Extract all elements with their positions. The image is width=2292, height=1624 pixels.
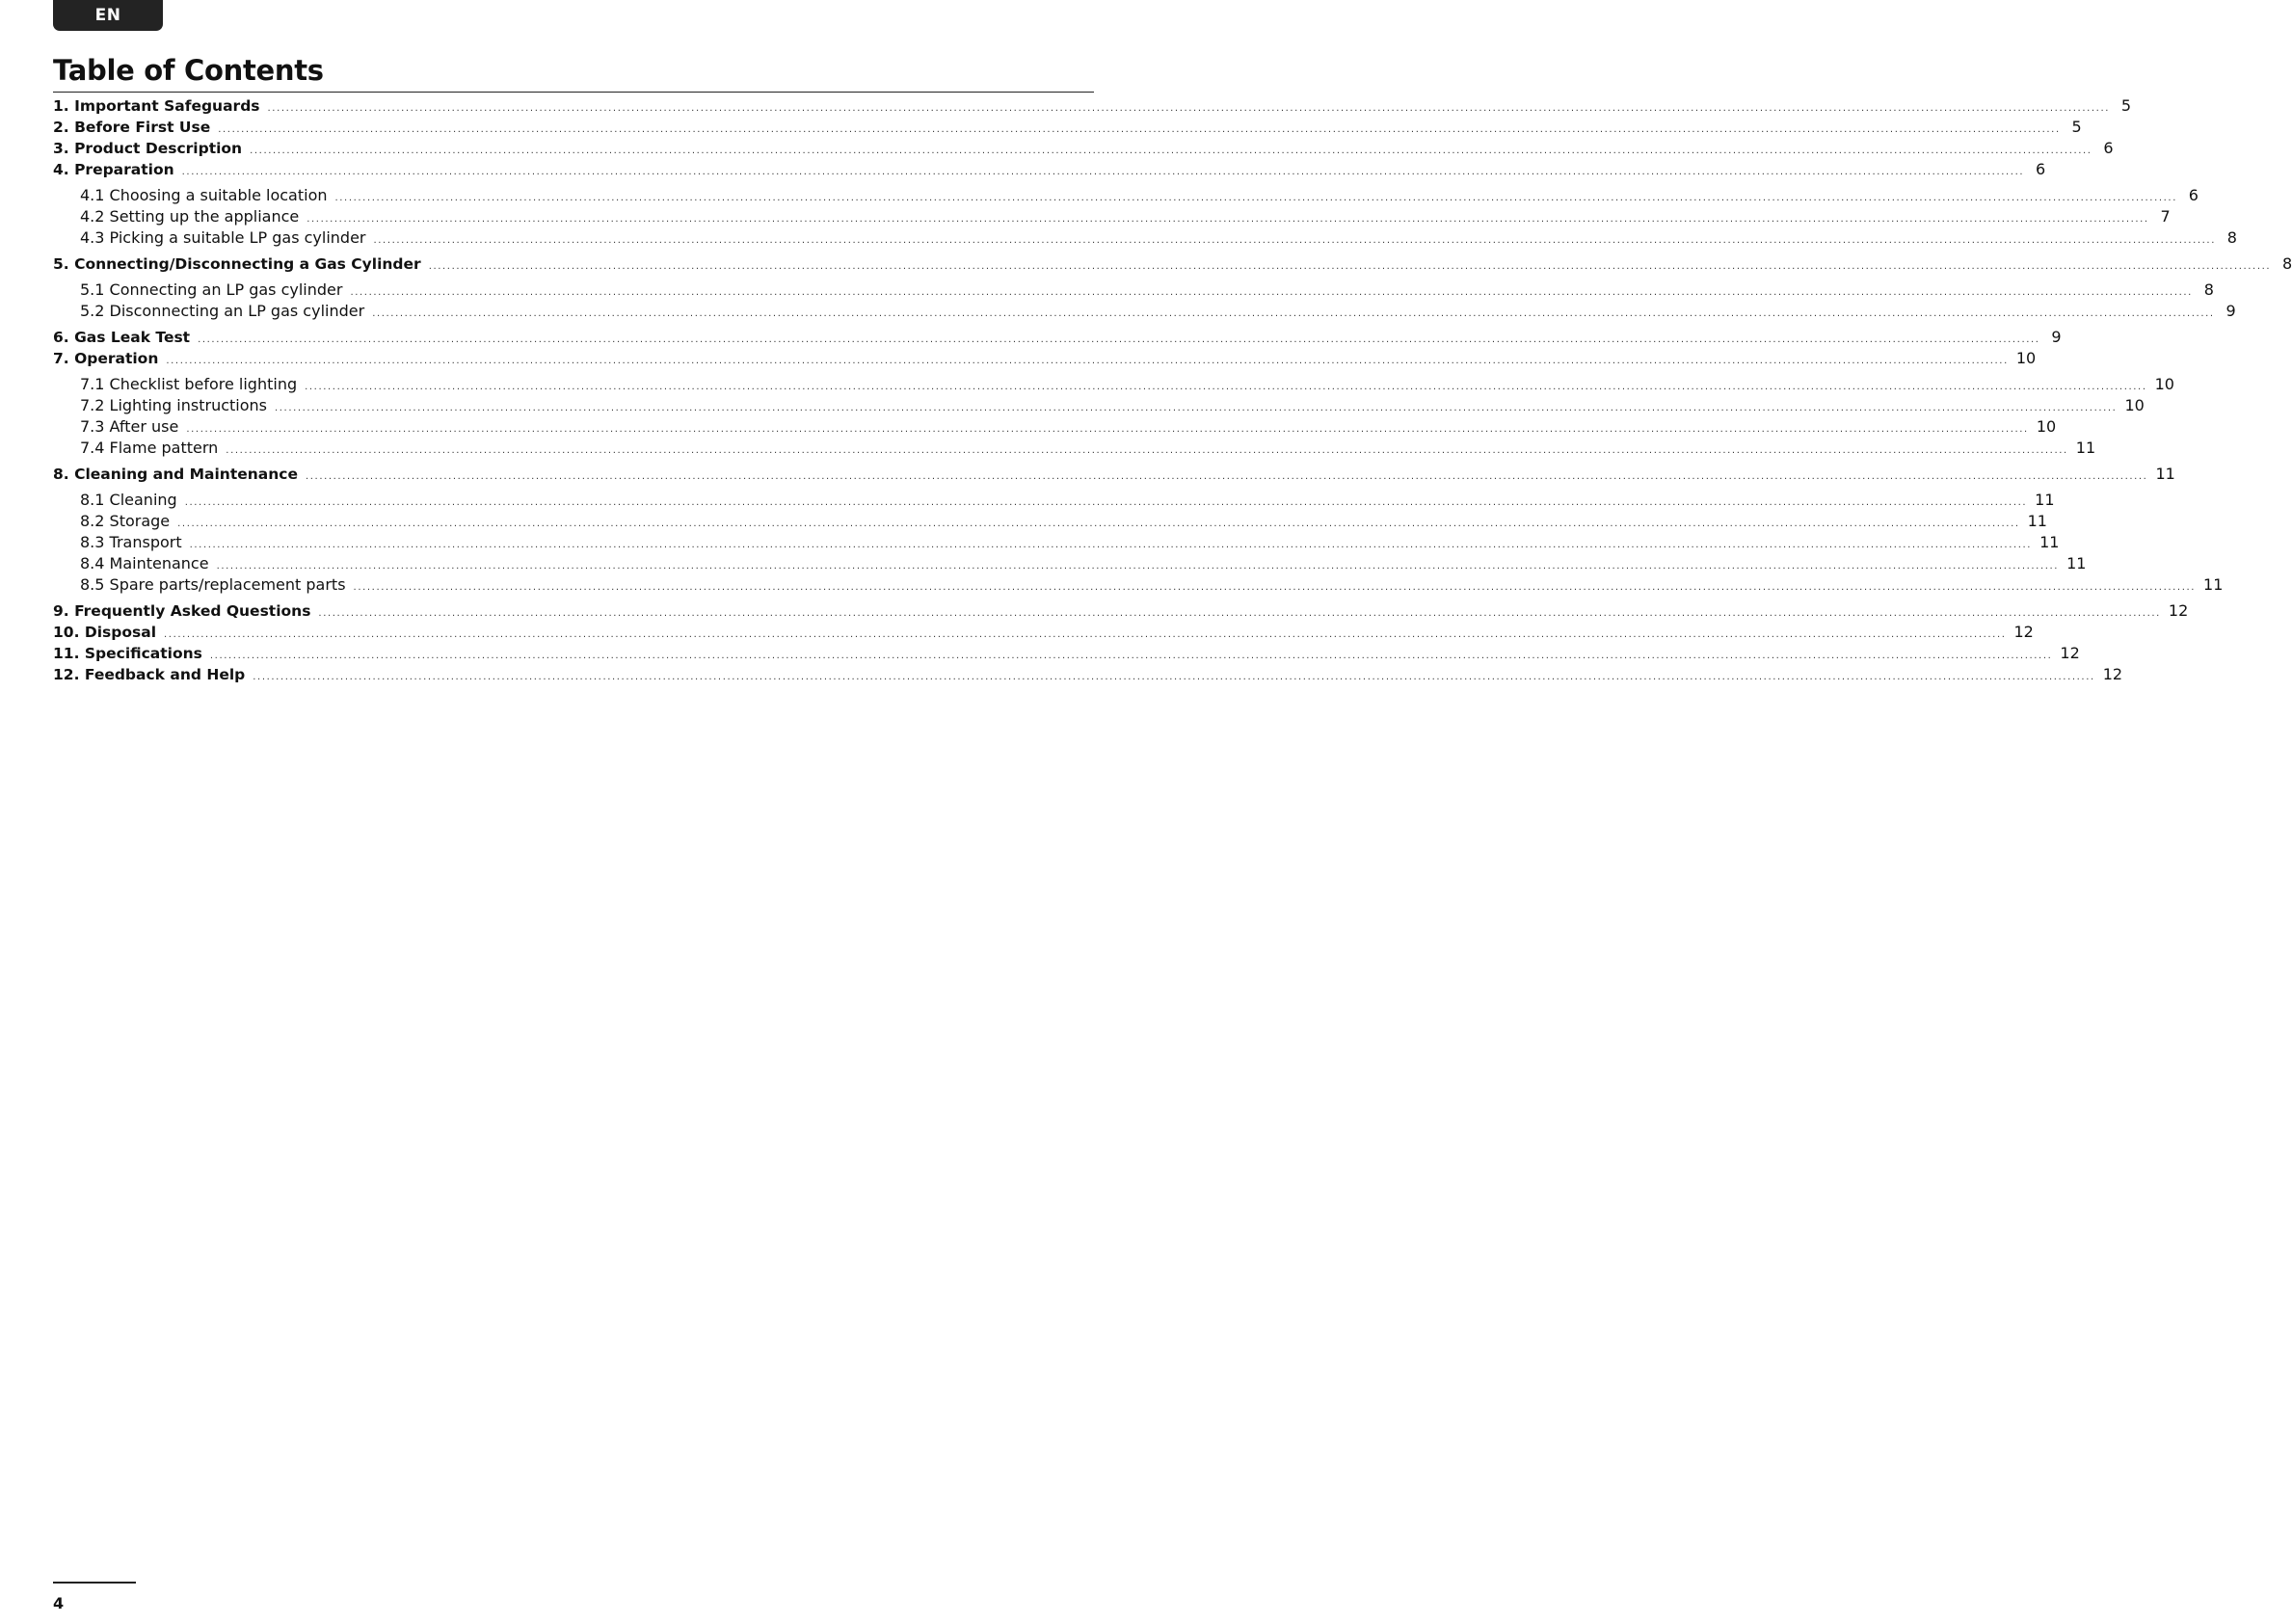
toc-subsection-entry[interactable]: [53, 438, 2096, 459]
toc-entry-page: 5: [2071, 118, 2082, 136]
toc-entry-title: 7.1 Checklist before lighting: [80, 375, 298, 393]
toc-entry-page: 9: [2051, 328, 2062, 346]
toc-entry-page: 12: [2060, 644, 2080, 662]
page-title: Table of Contents: [53, 54, 324, 87]
toc-entry-title: 4.2 Setting up the appliance: [80, 207, 300, 226]
toc-section-entry[interactable]: [53, 117, 2082, 138]
toc-subsection-entry[interactable]: [53, 185, 2199, 206]
toc-entry-page: 8: [2203, 280, 2214, 299]
toc-entry-page: 10: [2154, 375, 2174, 393]
toc-entry-title: 8.3 Transport: [80, 533, 182, 551]
dot-leader: ................................................................................................................................................................................................................................................................................................................................................................................................................: [184, 497, 2028, 508]
toc-entry-page: 11: [2027, 512, 2047, 530]
title-divider: [53, 92, 1094, 93]
dot-leader: ................................................................................................................................................................................................................................................................................................................................................................................................................: [250, 146, 2092, 156]
toc-section-entry[interactable]: [53, 253, 2292, 275]
dot-leader: ................................................................................................................................................................................................................................................................................................................................................................................................................: [334, 193, 2177, 203]
toc-section-entry[interactable]: [53, 600, 2189, 622]
toc-entry-title: 8.2 Storage: [80, 512, 171, 530]
toc-section-entry[interactable]: [53, 664, 2123, 685]
toc-entry-page: 12: [2168, 601, 2189, 620]
toc-subsection-entry[interactable]: [53, 374, 2174, 395]
toc-entry-title: 5.1 Connecting an LP gas cylinder: [80, 280, 343, 299]
toc-section-entry[interactable]: [53, 622, 2034, 643]
toc-entry-page: 9: [2225, 302, 2236, 320]
table-of-contents: [53, 95, 2292, 685]
dot-leader: ................................................................................................................................................................................................................................................................................................................................................................................................................: [226, 445, 2068, 456]
toc-entry-title: 8.1 Cleaning: [80, 491, 177, 509]
dot-leader: ................................................................................................................................................................................................................................................................................................................................................................................................................: [305, 471, 2148, 482]
toc-section-entry[interactable]: [53, 348, 2037, 369]
toc-entry-page: 11: [2039, 533, 2060, 551]
dot-leader: ................................................................................................................................................................................................................................................................................................................................................................................................................: [305, 382, 2147, 392]
toc-entry-title: 10. Disposal: [53, 624, 157, 641]
toc-entry-page: 10: [2124, 396, 2145, 414]
toc-entry-title: 4.1 Choosing a suitable location: [80, 186, 328, 204]
language-tab-label: EN: [94, 6, 121, 25]
toc-entry-page: 8: [2281, 254, 2292, 273]
dot-leader: ................................................................................................................................................................................................................................................................................................................................................................................................................: [274, 403, 2118, 413]
toc-entry-page: 12: [2013, 623, 2034, 641]
dot-leader: ................................................................................................................................................................................................................................................................................................................................................................................................................: [353, 582, 2197, 593]
toc-entry-page: 6: [2103, 139, 2114, 157]
toc-section-entry[interactable]: [53, 159, 2046, 180]
toc-entry-page: 6: [2035, 160, 2046, 178]
toc-subsection-entry[interactable]: [53, 301, 2236, 322]
toc-entry-page: 6: [2188, 186, 2199, 204]
toc-entry-title: 3. Product Description: [53, 140, 243, 157]
toc-entry-title: 7.2 Lighting instructions: [80, 396, 267, 414]
dot-leader: ................................................................................................................................................................................................................................................................................................................................................................................................................: [218, 124, 2061, 135]
toc-entry-page: 11: [2203, 575, 2224, 594]
toc-entry-page: 11: [2066, 554, 2087, 572]
dot-leader: ................................................................................................................................................................................................................................................................................................................................................................................................................: [350, 287, 2193, 298]
toc-subsection-entry[interactable]: [53, 395, 2145, 416]
toc-entry-page: 11: [2155, 465, 2175, 483]
toc-entry-title: 7.4 Flame pattern: [80, 439, 219, 457]
toc-section-entry[interactable]: [53, 95, 2132, 117]
toc-entry-title: 4. Preparation: [53, 161, 174, 178]
dot-leader: ................................................................................................................................................................................................................................................................................................................................................................................................................: [164, 629, 2007, 640]
dot-leader: ................................................................................................................................................................................................................................................................................................................................................................................................................: [372, 308, 2215, 319]
dot-leader: ................................................................................................................................................................................................................................................................................................................................................................................................................: [198, 334, 2040, 345]
toc-entry-page: 8: [2226, 228, 2237, 247]
toc-entry-title: 7. Operation: [53, 350, 159, 367]
toc-subsection-entry[interactable]: [53, 280, 2214, 301]
toc-subsection-entry[interactable]: [53, 227, 2237, 249]
toc-subsection-entry[interactable]: [53, 511, 2047, 532]
toc-subsection-entry[interactable]: [53, 553, 2087, 574]
toc-entry-title: 5. Connecting/Disconnecting a Gas Cylinder: [53, 255, 421, 273]
toc-entry-title: 8.5 Spare parts/replacement parts: [80, 575, 346, 594]
toc-entry-title: 1. Important Safeguards: [53, 97, 260, 115]
toc-entry-page: 11: [2075, 439, 2096, 457]
toc-section-entry[interactable]: [53, 464, 2175, 485]
toc-entry-title: 2. Before First Use: [53, 119, 211, 136]
toc-subsection-entry[interactable]: [53, 206, 2171, 227]
toc-entry-title: 7.3 After use: [80, 417, 179, 436]
toc-section-entry[interactable]: [53, 643, 2080, 664]
page-number: 4: [53, 1594, 65, 1612]
dot-leader: ................................................................................................................................................................................................................................................................................................................................................................................................................: [186, 424, 2029, 435]
footer-divider: [53, 1582, 136, 1584]
dot-leader: ................................................................................................................................................................................................................................................................................................................................................................................................................: [306, 214, 2149, 225]
dot-leader: ................................................................................................................................................................................................................................................................................................................................................................................................................: [267, 103, 2111, 114]
toc-entry-title: 5.2 Disconnecting an LP gas cylinder: [80, 302, 365, 320]
toc-section-entry[interactable]: [53, 327, 2062, 348]
toc-subsection-entry[interactable]: [53, 574, 2224, 596]
toc-entry-page: 7: [2160, 207, 2171, 226]
toc-entry-title: 8.4 Maintenance: [80, 554, 209, 572]
dot-leader: ................................................................................................................................................................................................................................................................................................................................................................................................................: [177, 519, 2020, 529]
toc-entry-page: 10: [2036, 417, 2057, 436]
toc-subsection-entry[interactable]: [53, 490, 2055, 511]
dot-leader: ................................................................................................................................................................................................................................................................................................................................................................................................................: [373, 235, 2216, 246]
toc-subsection-entry[interactable]: [53, 532, 2060, 553]
toc-entry-title: 6. Gas Leak Test: [53, 329, 191, 346]
toc-entry-page: 12: [2102, 665, 2123, 683]
dot-leader: ................................................................................................................................................................................................................................................................................................................................................................................................................: [216, 561, 2060, 572]
toc-entry-page: 11: [2035, 491, 2055, 509]
dot-leader: ................................................................................................................................................................................................................................................................................................................................................................................................................: [428, 261, 2272, 272]
toc-entry-title: 9. Frequently Asked Questions: [53, 602, 311, 620]
toc-entry-page: 5: [2120, 96, 2132, 115]
toc-section-entry[interactable]: [53, 138, 2114, 159]
toc-subsection-entry[interactable]: [53, 416, 2057, 438]
language-tab: [53, 0, 163, 31]
dot-leader: ................................................................................................................................................................................................................................................................................................................................................................................................................: [189, 540, 2033, 550]
toc-entry-title: 4.3 Picking a suitable LP gas cylinder: [80, 228, 366, 247]
toc-entry-page: 10: [2015, 349, 2037, 367]
dot-leader: ................................................................................................................................................................................................................................................................................................................................................................................................................: [209, 651, 2053, 661]
dot-leader: ................................................................................................................................................................................................................................................................................................................................................................................................................: [166, 356, 2009, 366]
dot-leader: ................................................................................................................................................................................................................................................................................................................................................................................................................: [318, 608, 2161, 619]
toc-entry-title: 12. Feedback and Help: [53, 666, 246, 683]
dot-leader: ................................................................................................................................................................................................................................................................................................................................................................................................................: [181, 167, 2025, 177]
toc-entry-title: 11. Specifications: [53, 645, 202, 662]
dot-leader: ................................................................................................................................................................................................................................................................................................................................................................................................................: [253, 672, 2095, 682]
toc-entry-title: 8. Cleaning and Maintenance: [53, 466, 298, 483]
